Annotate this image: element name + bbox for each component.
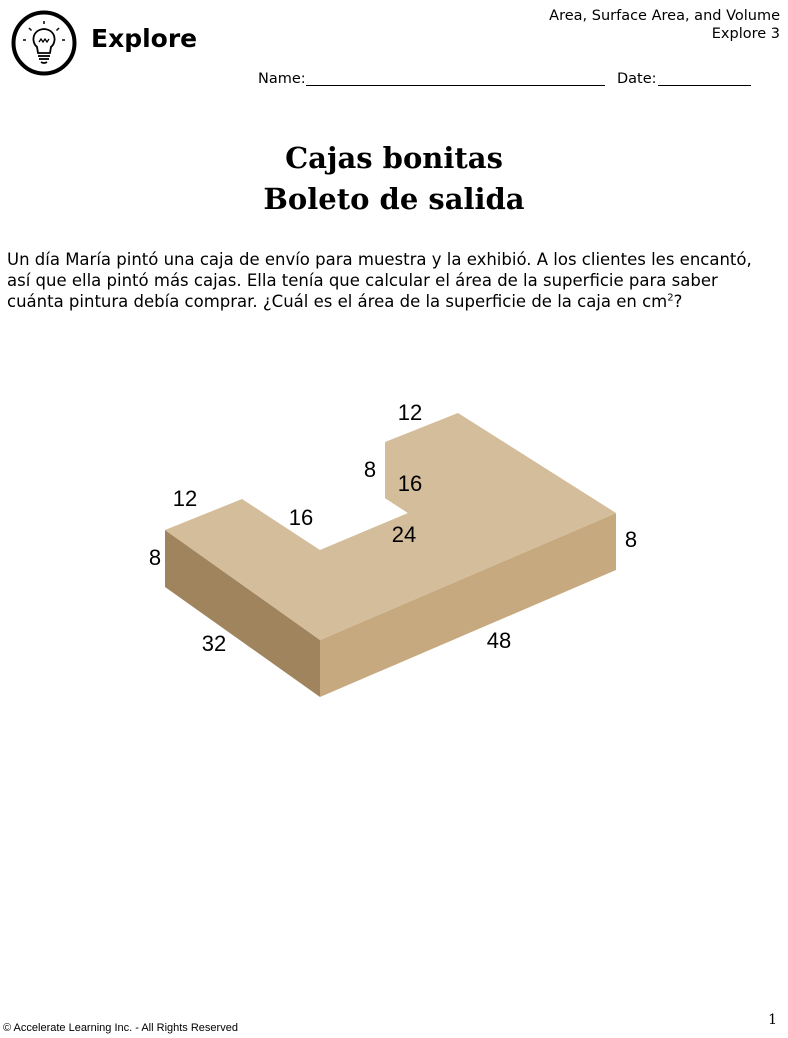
title-line-2: Boleto de salida — [263, 182, 525, 216]
title-line-1: Cajas bonitas — [285, 141, 503, 175]
lightbulb-icon — [11, 10, 77, 76]
dim-left-height: 8 — [148, 545, 162, 570]
course-subtitle: Explore 3 — [711, 26, 780, 42]
dim-front-left: 32 — [201, 631, 227, 656]
course-title: Area, Surface Area, and Volume — [549, 8, 780, 24]
date-field[interactable] — [658, 85, 751, 86]
name-label: Name: — [258, 71, 306, 87]
l-shaped-box-diagram — [130, 390, 660, 710]
prompt-text: Un día María pintó una caja de envío para muestra y la exhibió. A los clientes les encantó, así que ella pintó más cajas. Ella tenía que calcular el área de la superficie para saber cuánta pintura debía comprar. ¿Cuál es el área de la superficie de la caja en cm — [7, 250, 752, 311]
dim-right-height: 8 — [624, 527, 638, 552]
dim-top-arm-height: 8 — [363, 457, 377, 482]
dim-inner-left: 16 — [288, 505, 314, 530]
page-title — [0, 138, 788, 220]
date-label: Date: — [617, 71, 657, 87]
box-figure — [130, 390, 660, 710]
problem-prompt — [7, 249, 779, 312]
dim-front-right: 48 — [486, 628, 512, 653]
copyright-footer: © Accelerate Learning Inc. - All Rights Reserved — [3, 1022, 238, 1034]
dim-top-arm-width: 12 — [397, 400, 423, 425]
prompt-end: ? — [673, 292, 683, 311]
dim-inner-bottom: 24 — [391, 522, 417, 547]
dim-inner-depth: 16 — [397, 471, 423, 496]
name-date-row — [258, 71, 758, 91]
section-label: Explore — [91, 24, 198, 53]
dim-left-arm-width: 12 — [172, 486, 198, 511]
name-field[interactable] — [306, 85, 605, 86]
prompt-exponent: 2 — [667, 292, 674, 304]
page-number: 1 — [768, 1012, 777, 1028]
explore-logo — [11, 10, 77, 76]
course-info — [549, 7, 780, 43]
